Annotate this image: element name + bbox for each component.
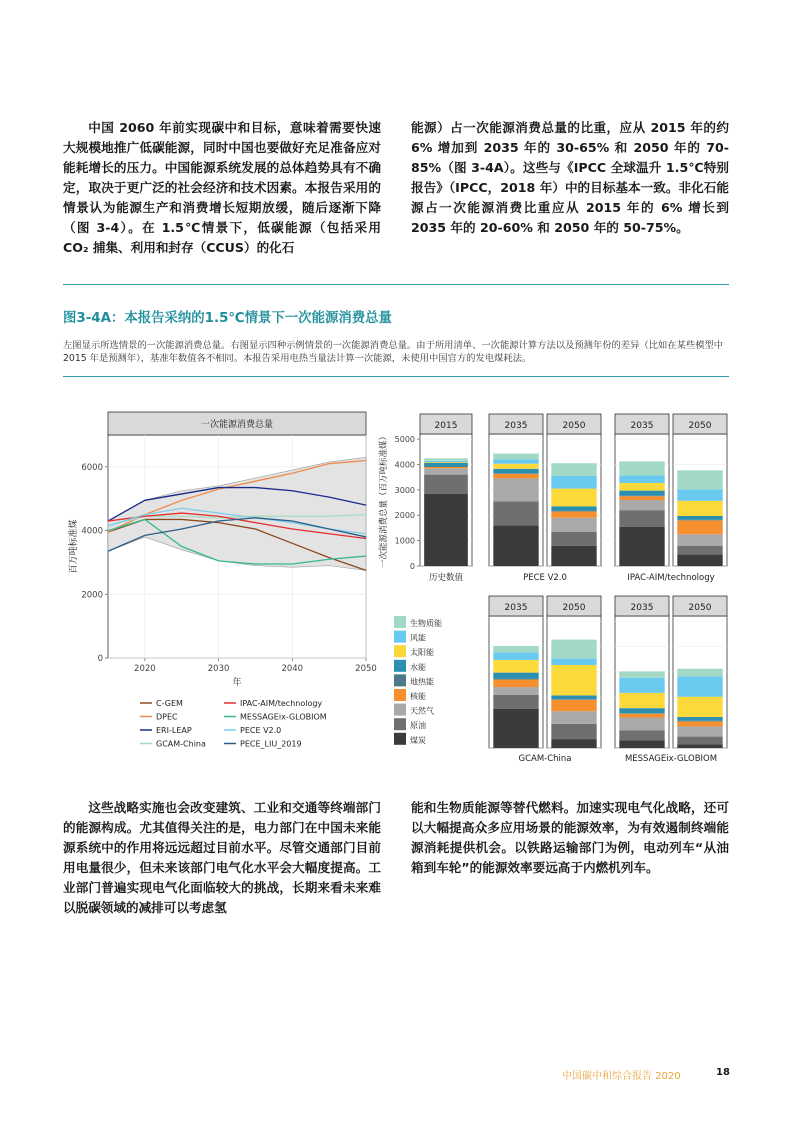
facet-year-label: 2035 <box>504 603 528 613</box>
bar-segment-风能 <box>677 489 722 500</box>
bar-segment-核能 <box>551 700 596 711</box>
bar-segment-原油 <box>677 737 722 745</box>
legend-label: ERI-LEAP <box>156 726 192 735</box>
facet-year-label: 2050 <box>688 421 712 431</box>
bar-segment-风能 <box>619 678 664 693</box>
bar-segment-风能 <box>424 461 468 462</box>
legend-swatch <box>394 631 406 643</box>
y-axis-label: 百万吨标准煤 <box>69 519 79 574</box>
panel-label: GCAM-China <box>518 754 572 764</box>
bar-segment-太阳能 <box>677 697 722 717</box>
bar-segment-地热能 <box>619 713 664 714</box>
bar-segment-生物质能 <box>493 454 538 460</box>
bar-segment-太阳能 <box>619 693 664 708</box>
bar-segment-太阳能 <box>493 464 538 469</box>
legend-label: 核能 <box>410 692 426 701</box>
bar-segment-煤炭 <box>551 739 596 748</box>
legend-label: DPEC <box>156 712 178 722</box>
legend-swatch <box>394 718 406 730</box>
bar-segment-生物质能 <box>677 470 722 489</box>
bar-segment-水能 <box>551 506 596 511</box>
y-axis-label: 一次能源消费总量（百万吨标准煤） <box>379 431 389 569</box>
bar-segment-原油 <box>619 510 664 526</box>
bar-segment-地热能 <box>551 699 596 700</box>
bar-segment-天然气 <box>493 478 538 501</box>
bar-segment-风能 <box>493 459 538 463</box>
bar-segment-水能 <box>619 491 664 496</box>
panel-label: IPAC-AIM/technology <box>627 573 715 583</box>
bar-segment-天然气 <box>677 534 722 545</box>
paragraph: 能源）占一次能源消费总量的比重，应从 2015 年的约 6% 增加到 2035 年的 30-65% 和 2050 年的 70-85%（图 3-4A）。这些与《IPCC 全球温升 1.5℃特别报告》（IPCC，2018 年）中的目标基本一致。非化石能源占一次能源消费比重应从 2015 年的 6% 增长到 2035 年的 20-60% 和 2050 年的 50-75%。 <box>411 120 729 235</box>
bar-segment-水能 <box>551 695 596 699</box>
bar-segment-原油 <box>551 532 596 546</box>
bar-segment-风能 <box>619 475 664 483</box>
legend-swatch <box>394 689 406 701</box>
bar-segment-天然气 <box>551 711 596 724</box>
paragraph: 这些战略实施也会改变建筑、工业和交通等终端部门的能源构成。尤其值得关注的是，电力部门在中国未来能源系统中的作用将远远超过目前水平。尽管交通部门目前用电量很少，但未来该部门电气化水平会大幅度提高。工业部门普遍实现电气化面临较大的挑战，长期来看未来难以脱碳领域的减排可以考虑氢 <box>63 800 381 915</box>
bar-segment-煤炭 <box>424 494 468 566</box>
y-tick-label: 1000 <box>394 536 415 546</box>
legend-label: GCAM-China <box>156 739 206 749</box>
bar-segment-煤炭 <box>493 709 538 748</box>
bar-segment-太阳能 <box>677 501 722 516</box>
paragraph: 能和生物质能源等替代燃料。加速实现电气化战略，还可以大幅提高众多应用场景的能源效率，为有效遏制终端能源消耗提供机会。以铁路运输部门为例，电动列车“从油箱到车轮”的能源效率要远高于内燃机列车。 <box>411 800 729 875</box>
y-tick-label: 3000 <box>394 485 415 495</box>
bar-segment-核能 <box>493 679 538 687</box>
bar-segment-地热能 <box>493 473 538 474</box>
panel-label: MESSAGEix-GLOBIOM <box>624 754 718 764</box>
bar-segment-煤炭 <box>619 740 664 748</box>
legend-label: 天然气 <box>410 706 434 716</box>
line-chart <box>67 412 377 749</box>
legend-swatch <box>394 616 406 628</box>
bar-segment-煤炭 <box>677 744 722 748</box>
bar-segment-地热能 <box>677 721 722 722</box>
bar-segment-原油 <box>493 501 538 525</box>
bar-segment-天然气 <box>493 687 538 695</box>
facet-year-label: 2050 <box>562 421 586 431</box>
bar-segment-太阳能 <box>493 660 538 673</box>
legend-swatch <box>394 704 406 716</box>
bar-segment-地热能 <box>493 679 538 680</box>
bar-segment-原油 <box>424 475 468 494</box>
bar-segment-核能 <box>424 467 468 468</box>
y-tick-label: 4000 <box>394 460 415 470</box>
figure-title: 图3-4A：本报告采纳的1.5℃情景下一次能源消费总量 <box>63 311 392 326</box>
legend-label: PECE V2.0 <box>240 726 282 735</box>
legend-label: 地热能 <box>410 677 434 687</box>
bar-segment-核能 <box>619 496 664 500</box>
bar-segment-生物质能 <box>677 669 722 677</box>
bar-segment-太阳能 <box>424 462 468 463</box>
legend-label: MESSAGEix-GLOBIOM <box>240 712 327 722</box>
bar-segment-太阳能 <box>551 665 596 695</box>
x-tick-label: 2040 <box>281 664 304 674</box>
bar-segment-煤炭 <box>493 525 538 566</box>
bar-segment-原油 <box>619 730 664 740</box>
legend-label: 水能 <box>410 662 426 672</box>
bar-segment-原油 <box>677 546 722 555</box>
bar-segment-生物质能 <box>551 640 596 659</box>
legend-swatch <box>394 660 406 672</box>
facet-year-label: 2050 <box>688 603 712 613</box>
bar-segment-太阳能 <box>551 489 596 507</box>
bar-segment-生物质能 <box>551 463 596 476</box>
legend-label: 生物质能 <box>410 619 442 628</box>
bar-segment-天然气 <box>619 718 664 731</box>
y-tick-label: 6000 <box>81 462 103 473</box>
bar-segment-地热能 <box>619 496 664 497</box>
legend-swatch <box>394 674 406 686</box>
bar-segment-生物质能 <box>619 461 664 475</box>
x-tick-label: 2020 <box>134 664 156 674</box>
legend-label: 风能 <box>410 633 426 643</box>
bar-segment-核能 <box>619 714 664 718</box>
page-number: 18 <box>716 1067 730 1078</box>
paragraph: 中国 2060 年前实现碳中和目标，意味着需要快速大规模地推广低碳能源，同时中国也要做好充足准备应对能耗增长的压力。中国能源系统发展的总体趋势具有不确定，取决于更广泛的社会经济和技术因素。本报告采用的情景认为能源生产和消费增长短期放缓，随后逐渐下降（图 3-4）。在 1.5℃情景下，低碳能源（包括采用 CO₂ 捕集、利用和封存（CCUS）的化石 <box>63 120 381 255</box>
body-text-bottom-right <box>411 798 729 878</box>
bar-segment-生物质能 <box>493 646 538 652</box>
x-axis-label: 年 <box>232 678 242 688</box>
bar-segment-水能 <box>493 469 538 474</box>
y-tick-label: 5000 <box>394 435 415 445</box>
bar-segment-风能 <box>551 476 596 489</box>
bar-segment-水能 <box>677 717 722 721</box>
bar-segment-天然气 <box>619 500 664 510</box>
x-tick-label: 2050 <box>355 664 377 674</box>
legend-label: 太阳能 <box>410 648 434 658</box>
bar-segment-太阳能 <box>619 483 664 491</box>
legend-label: IPAC-AIM/technology <box>240 699 323 708</box>
y-tick-label: 2000 <box>81 590 103 601</box>
legend-label: 原油 <box>410 721 426 731</box>
bar-segment-煤炭 <box>677 555 722 566</box>
body-text-bottom-left <box>63 798 381 918</box>
bar-segment-水能 <box>619 708 664 713</box>
x-tick-label: 2030 <box>207 664 230 674</box>
y-tick-label: 0 <box>97 654 103 664</box>
bar-segment-天然气 <box>677 726 722 736</box>
bar-segment-风能 <box>677 676 722 696</box>
stacked-bar-charts <box>378 414 727 764</box>
facet-year-label: 2035 <box>504 421 528 431</box>
legend-label: 煤炭 <box>410 735 426 745</box>
y-tick-label: 4000 <box>81 526 103 537</box>
bar-segment-原油 <box>493 695 538 709</box>
legend-swatch <box>394 645 406 657</box>
bar-segment-地热能 <box>424 466 468 467</box>
bar-segment-核能 <box>493 474 538 479</box>
bar-segment-核能 <box>551 511 596 517</box>
legend-label: PECE_LIU_2019 <box>240 739 302 749</box>
legend-swatch <box>394 733 406 745</box>
bar-segment-煤炭 <box>551 546 596 566</box>
bar-segment-水能 <box>424 463 468 467</box>
y-tick-label: 2000 <box>394 511 415 521</box>
bar-segment-水能 <box>677 516 722 520</box>
bar-segment-风能 <box>551 659 596 665</box>
panel-label: PECE V2.0 <box>523 573 567 583</box>
bar-segment-煤炭 <box>619 527 664 566</box>
bar-segment-天然气 <box>424 468 468 474</box>
chart-title: 一次能源消费总量 <box>200 420 274 430</box>
facet-year-label: 2050 <box>562 603 586 613</box>
bar-segment-风能 <box>493 652 538 660</box>
bar-segment-生物质能 <box>424 458 468 461</box>
legend-label: C-GEM <box>156 699 183 708</box>
y-tick-label: 0 <box>409 562 415 571</box>
bar-segment-地热能 <box>551 511 596 512</box>
bar-segment-天然气 <box>551 518 596 532</box>
bar-segment-核能 <box>677 721 722 726</box>
bar-segment-生物质能 <box>619 671 664 677</box>
bar-segment-核能 <box>677 520 722 534</box>
bar-segment-原油 <box>551 724 596 739</box>
facet-year-label: 2035 <box>630 421 654 431</box>
footer-report-name: 中国碳中和综合报告 2020 <box>562 1071 681 1082</box>
panel-label: 历史数值 <box>428 573 464 583</box>
bar-segment-水能 <box>493 673 538 679</box>
facet-year-label: 2035 <box>630 603 654 613</box>
facet-year-label: 2015 <box>434 421 458 431</box>
bar-segment-地热能 <box>677 520 722 521</box>
figure-caption: 左图显示所选情景的一次能源消费总量。右图显示四种示例情景的一次能源消费总量。由于所用清单、一次能源计算方法以及预测年份的差异（比如在某些模型中 2015 年是预测年），基准年数值各不相同。本报告采用电热当量法计算一次能源，未使用中国官方的发电煤耗法。 <box>63 340 724 364</box>
